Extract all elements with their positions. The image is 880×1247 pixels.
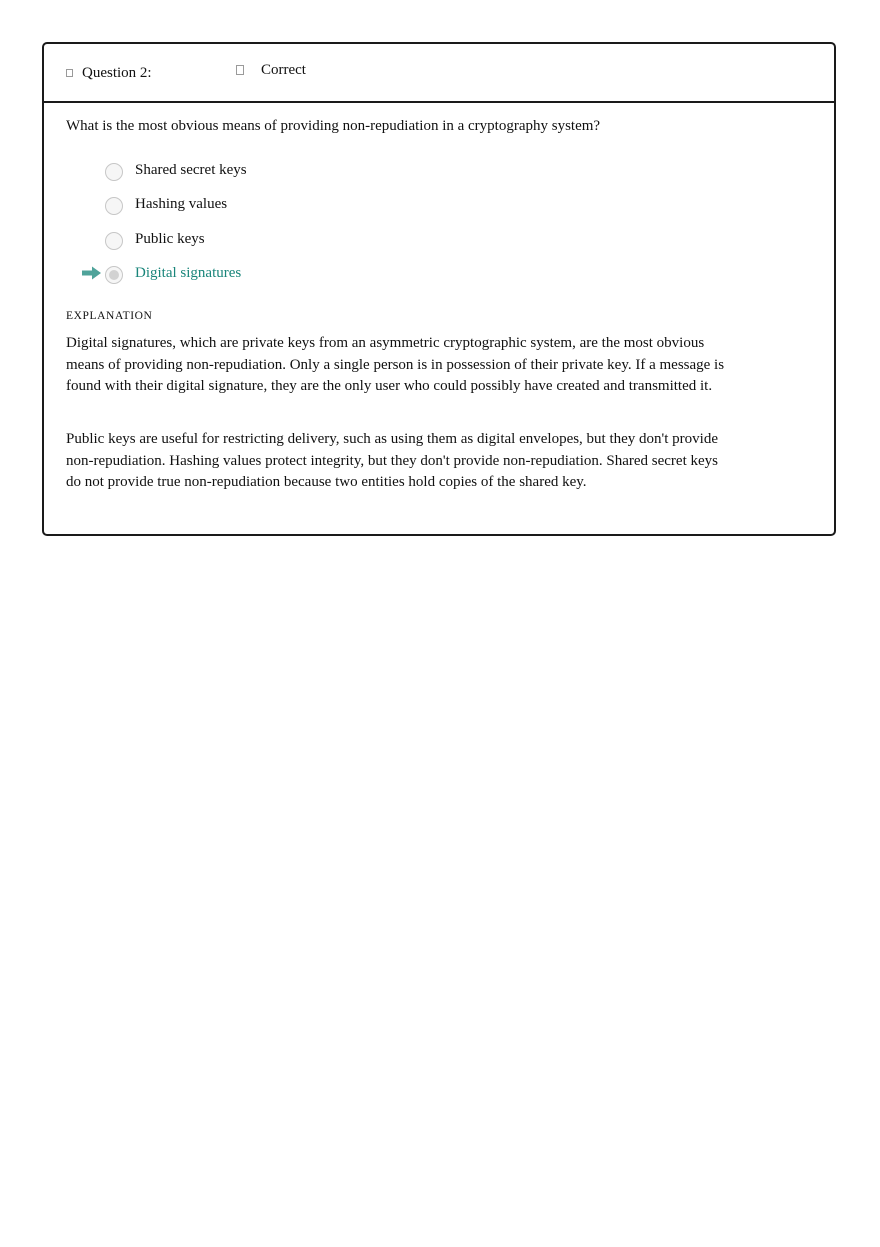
- answer-option-digital-signatures[interactable]: [82, 262, 241, 284]
- answer-option-label-correct: Digital signatures: [135, 265, 242, 281]
- question-text: What is the most obvious means of providing non-repudiation in a cryptography system?: [66, 118, 601, 134]
- result-status-label: Correct: [261, 62, 306, 78]
- radio-button[interactable]: [105, 232, 123, 250]
- explanation-title: EXPLANATION: [66, 310, 153, 322]
- explanation-paragraph: Public keys are useful for restricting delivery, such as using them as digital envelopes, but they don't provide non-repudiation. Hashing values protect integrity, but they don't provide non-repudiation. Shared secret keys do not provide true non-repudiation because two entities hold copies of the shared key.: [66, 431, 718, 490]
- radio-button[interactable]: [105, 163, 123, 181]
- question-number-label: Question 2:: [82, 65, 152, 81]
- answer-option-hashing-values[interactable]: [82, 193, 227, 215]
- answer-option-shared-secret-keys[interactable]: [82, 159, 247, 181]
- radio-button[interactable]: [105, 197, 123, 215]
- radio-button-selected[interactable]: [105, 266, 123, 284]
- right-arrow-icon: [82, 266, 102, 280]
- answer-option-public-keys[interactable]: [82, 228, 205, 250]
- question-card: [42, 42, 836, 536]
- answer-option-label: Hashing values: [135, 196, 228, 212]
- question-number: [66, 63, 152, 83]
- explanation-paragraph: Digital signatures, which are private keys from an asymmetric cryptographic system, are the most obvious means of providing non-repudiation. Only a single person is in possession of their private key. If a message is found with their digital signature, they are the only user who could possibly have created and transmitted it.: [66, 335, 725, 394]
- answer-option-label: Shared secret keys: [135, 162, 247, 178]
- answer-option-label: Public keys: [135, 231, 205, 247]
- placeholder-box-icon: [66, 69, 73, 77]
- result-status: [236, 60, 306, 80]
- question-header: [44, 44, 834, 103]
- placeholder-box-icon: [236, 65, 244, 75]
